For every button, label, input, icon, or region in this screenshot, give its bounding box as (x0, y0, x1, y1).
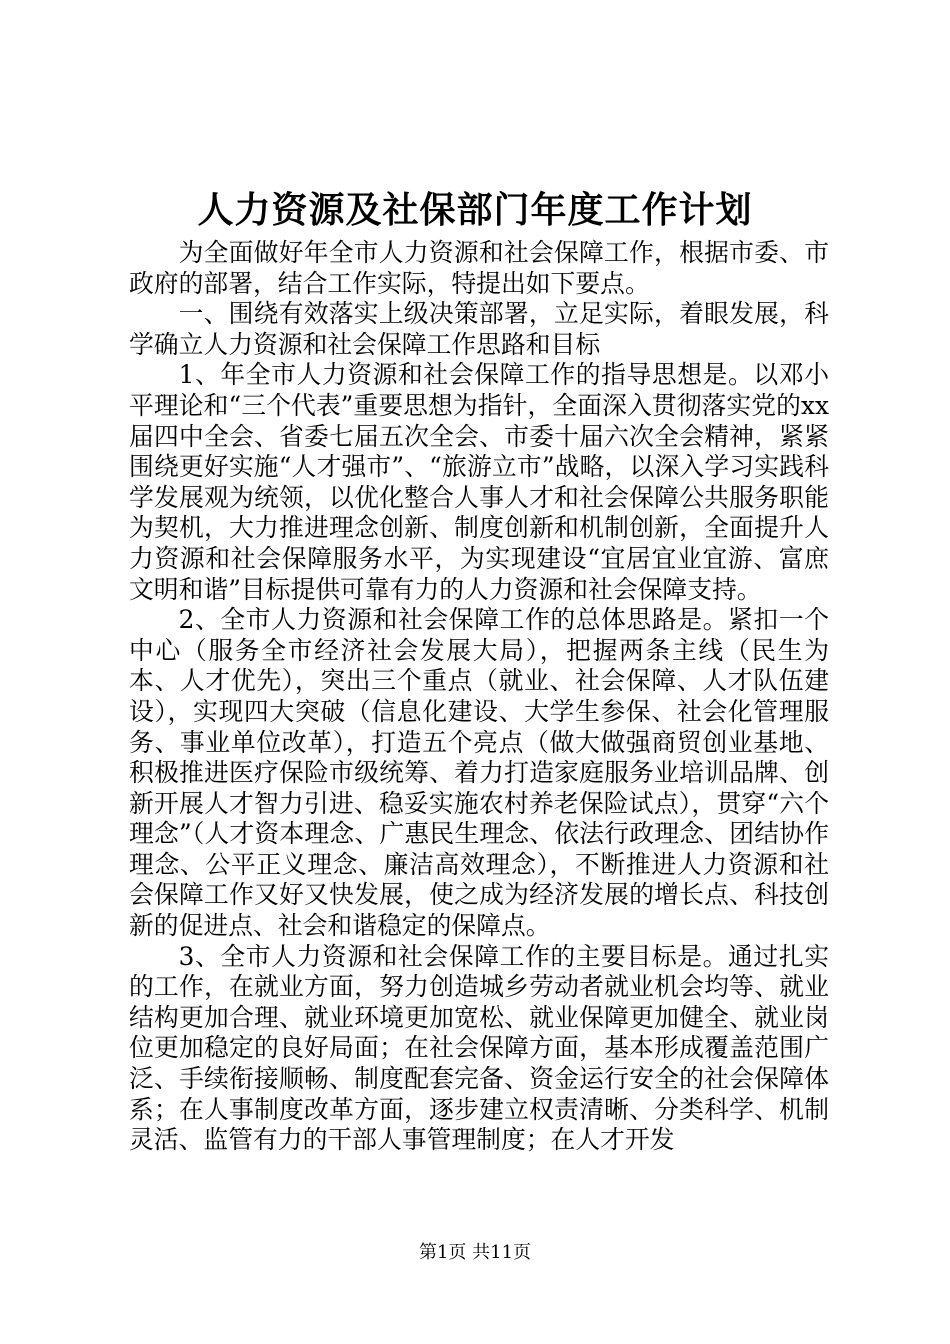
document-body (129, 238, 829, 1156)
page-number-footer: 第1页 共11页 (418, 1242, 532, 1263)
paragraph-guiding-thought: 1、年全市人力资源和社会保障工作的指导思想是。以邓小平理论和“三个代表”重要思想为指针，全面深入贯彻落实党的xx届四中全会、省委七届五次全会、市委十届六次全会精神，紧紧围绕更好实施“人才强市”、“旅游立市”战略，以深入学习实践科学发展观为统领，以优化整合人事人才和社会保障公共服务职能为契机，大力推进理念创新、制度创新和机制创新，全面提升人力资源和社会保障服务水平，为实现建设“宜居宜业宜游、富庶文明和谐”目标提供可靠有力的人力资源和社会保障支持。 (129, 360, 829, 604)
paragraph-section-1-heading: 一、围绕有效落实上级决策部署，立足实际，着眼发展，科学确立人力资源和社会保障工作思路和目标 (129, 299, 829, 359)
paragraph-overall-approach: 2、全市人力资源和社会保障工作的总体思路是。紧扣一个中心（服务全市经济社会发展大局），把握两条主线（民生为本、人才优先），突出三个重点（就业、社会保障、人才队伍建设），实现四大突破（信息化建设、大学生参保、社会化管理服务、事业单位改革），打造五个亮点（做大做强商贸创业基地、积极推进医疗保险市级统筹、着力打造家庭服务业培训品牌、创新开展人才智力引进、稳妥实施农村养老保险试点），贯穿“六个理念”（人才资本理念、广惠民生理念、依法行政理念、团结协作理念、公平正义理念、廉洁高效理念），不断推进人力资源和社会保障工作又好又快发展，使之成为经济发展的增长点、科技创新的促进点、社会和谐稳定的保障点。 (129, 605, 829, 941)
document-title: 人力资源及社保部门年度工作计划 (197, 189, 753, 231)
paragraph-main-goals: 3、全市人力资源和社会保障工作的主要目标是。通过扎实的工作，在就业方面，努力创造城乡劳动者就业机会均等、就业结构更加合理、就业环境更加宽松、就业保障更加健全、就业岗位更加稳定的良好局面；在社会保障方面，基本形成覆盖范围广泛、手续衔接顺畅、制度配套完备、资金运行安全的社会保障体系；在人事制度改革方面，逐步建立权责清晰、分类科学、机制灵活、监管有力的干部人事管理制度；在人才开发 (129, 941, 829, 1155)
paragraph-intro: 为全面做好年全市人力资源和社会保障工作，根据市委、市政府的部署，结合工作实际，特提出如下要点。 (129, 238, 829, 298)
